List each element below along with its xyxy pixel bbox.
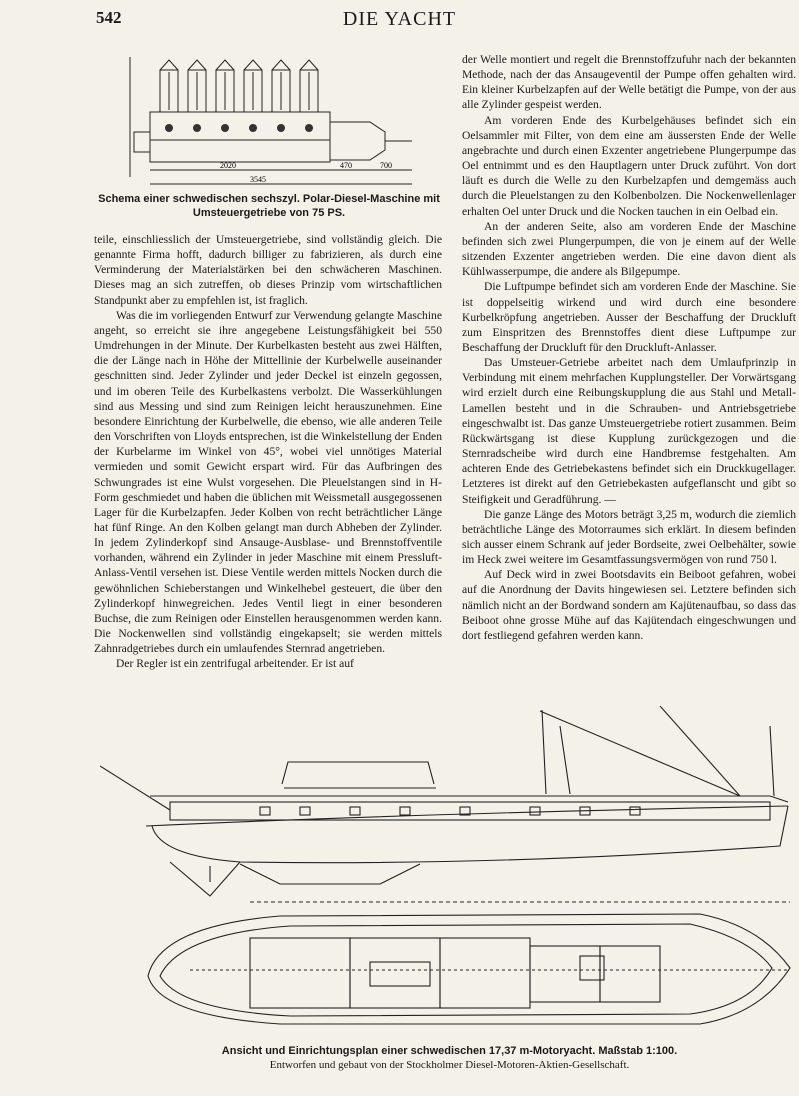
dim-label-4: 700 [380,161,392,170]
page-header [0,6,799,32]
left-paragraph-3: Der Regler ist ein zentrifugal arbeitender. Er ist auf [116,657,354,671]
right-text-column [462,52,796,643]
engine-caption-line2: Umsteuergetriebe von 75 PS. [192,207,346,219]
yacht-caption-sub: Entworfen und gebaut von der Stockholmer Diesel-Motoren-Aktien-Gesellschaft. [269,1059,630,1071]
right-paragraph-2: Am vorderen Ende des Kurbelgehäuses befindet sich ein Oelsammler mit Filter, von dem eine am äussersten Ende der Welle angebrachte und durch einen Exzenter angetriebene Plungerpumpe das Oel entnimmt und es den Hauptlagern unter Druck zuführt. Von dort läuft es durch die Welle zu den Kurbelzapfen und demgemäss auch durch die Pleuelstangen zu den Kolbenbolzen. Die Nockenwellenlager erhalten Oel unter Druck und die Nocken tauchen in ein Oelbad ein. [462,113,796,218]
dim-label-2: 3545 [250,175,266,184]
left-text-column [94,232,442,672]
engine-figure-caption [94,192,444,220]
right-paragraph-5: Das Umsteuer-Getriebe arbeitet nach dem Umlaufprinzip in Verbindung mit einem mehrfachen Kupplungsteller. Der Vorwärtsgang wird erzielt durch eine Reibungskupplung die aus Stahl und Metall-Lamellen besteht und in die Schrauben- und Antriebsgetriebe eingeschwalbt ist. Das ganze Umsteuergetriebe rotiert zusammen. Beim Rückwärtsgang ist diese Kupplung zurückgezogen und die Sternradscheibe wird durch eine Handbremse festgehalten. Am achteren Ende des Getriebekastens befindet sich ein Druckkugellager. Letzteres ist direkt auf den Getriebekasten aufgeflanscht und gibt so Steifigkeit und Geradführung. — [462,356,796,506]
dim-label-1: 2020 [220,161,236,170]
left-paragraph-2: Was die im vorliegenden Entwurf zur Verwendung gelangte Maschine angeht, so erreicht sie ihre angegebene Leistungsfähigkeit bei 550 Umdrehungen in der Minute. Der Kurbelkasten besteht aus zwei Hälften, die der Länge nach in Höhe der Mittellinie der Kurbelwelle auseinander geschnitten sind. Jeder Zylinder und jeder Deckel ist einzeln gegossen, und im oberen Teile des Kurbelkastens verbolzt. Die Wasserkühlungen sind aus Messing und sind zum Reinigen leicht herauszunehmen. Eine besondere Einrichtung der Kurbelwelle, die ebenso, wie alle anderen Teile den Vorschriften von Lloyds entsprechen, ist die Winkelstellung der Enden der Kurbelarme im Winkel von 45°, wobei viel unnötiges Material vermieden und somit Gewicht erspart wird. Für das Aufbringen des Schwungrades ist eine Wulst vorgesehen. Die Pleuelstangen sind in H-Form geschmiedet und haben die üblichen mit Weissmetall ausgegossenen Lager für die Kurbelzapfen. Jeder Kolben von recht beträchtlicher Länge hat fünf Ringe. An den Kolben gelangt man durch Abheben der Zylinder. In jedem Zylinderkopf sind Ansauge-Ausblase- und Brennstoffventile vorhanden, während ein Zylinder in jeder Maschine mit einem Pressluft-Anlass-Ventil versehen ist. Diese Ventile werden mittels Nocken durch die gewöhnlichen Schieberstangen und Winkelhebel gesteuert, die über den Zylinderkopf hinwegreichen. Jedes Ventil liegt in einer besonderen Buchse, die zum Reinigen oder Einstellen herausgenommen werden kann. Die Nockenwellen sind vollständig eingekapselt; sie werden mittels Zahnradgetriebes durch ein umlaufendes Sternrad angetrieben. [94,308,442,656]
engine-drawing [120,52,420,192]
right-paragraph-1: der Welle montiert und regelt die Brennstoffzufuhr nach der bekannten Methode, nach der das Ansaugeventil der Pumpe offen gehalten wird. Ein kleiner Kurbelzapfen auf der Welle betätigt die Pumpe, von der aus alle Zylinder gespeist werden. [462,53,796,112]
right-paragraph-6: Die ganze Länge des Motors beträgt 3,25 m, wodurch die ziemlich beträchtliche Länge des Motorraumes sich erklärt. In diesem befinden sich ausser einem Schrank auf jeder Bordseite, zwei Oelbehälter, sowie im Heck zwei weitere im Gesamtfassungsvermögen von rund 750 l. [462,507,796,567]
page-number: 542 [96,8,122,27]
yacht-caption-scale: Maßstab 1:100. [598,1045,678,1057]
right-paragraph-7: Auf Deck wird in zwei Bootsdavits ein Beiboot gefahren, wobei auf die Anordnung der Davits hingewiesen sei. Letztere befinden sich nämlich nicht an der Bordwand sondern am Kajütenaufbau, so dass das Beiboot ohne grosse Mühe auf das Kajütendach eingeschwungen und dort festliegend gefahren werden kann. [462,568,796,642]
yacht-figure-caption [100,1044,799,1072]
cylinders [160,60,318,112]
yacht-caption-main: Ansicht und Einrichtungsplan einer schwedischen 17,37 m-Motoryacht. [221,1045,596,1057]
dim-label-3: 470 [340,161,352,170]
journal-title: DIE YACHT [342,8,457,30]
right-paragraph-4: Die Luftpumpe befindet sich am vorderen Ende der Maschine. Sie ist doppelseitig wirkend und wird durch eine besondere Kurbelkröpfung angetrieben. Ausser der Beschaffung der Druckluft zum Einspritzen des Brennstoffes dient diese Luftpumpe zur Beschaffung der Druckluft für den Druckluft-Anlasser. [462,280,796,354]
left-paragraph-1: teile, einschliesslich der Umsteuergetriebe, sind vollständig gleich. Die genannte Firma hofft, dadurch billiger zu fabrizieren, als durch eine Verminderung der Materialstärken bei den schwächeren Maschinen. Dieses mag an sich zutreffen, ob dieses Prinzip vom wirtschaftlichen Standpunkt aber zu empfehlen ist, ist fraglich. [94,233,442,307]
yacht-plan-drawing [100,706,799,1044]
right-paragraph-3: An der anderen Seite, also am vorderen Ende der Maschine befinden sich zwei Plungerpumpen, die von je einem auf der Welle sitzenden Exzenter angetrieben werden. Die eine davon dient als Kühlwasserpumpe, die andere als Bilgepumpe. [462,219,796,279]
engine-caption-line1: Schema einer schwedischen sechszyl. Polar-Diesel-Maschine mit [98,193,440,205]
